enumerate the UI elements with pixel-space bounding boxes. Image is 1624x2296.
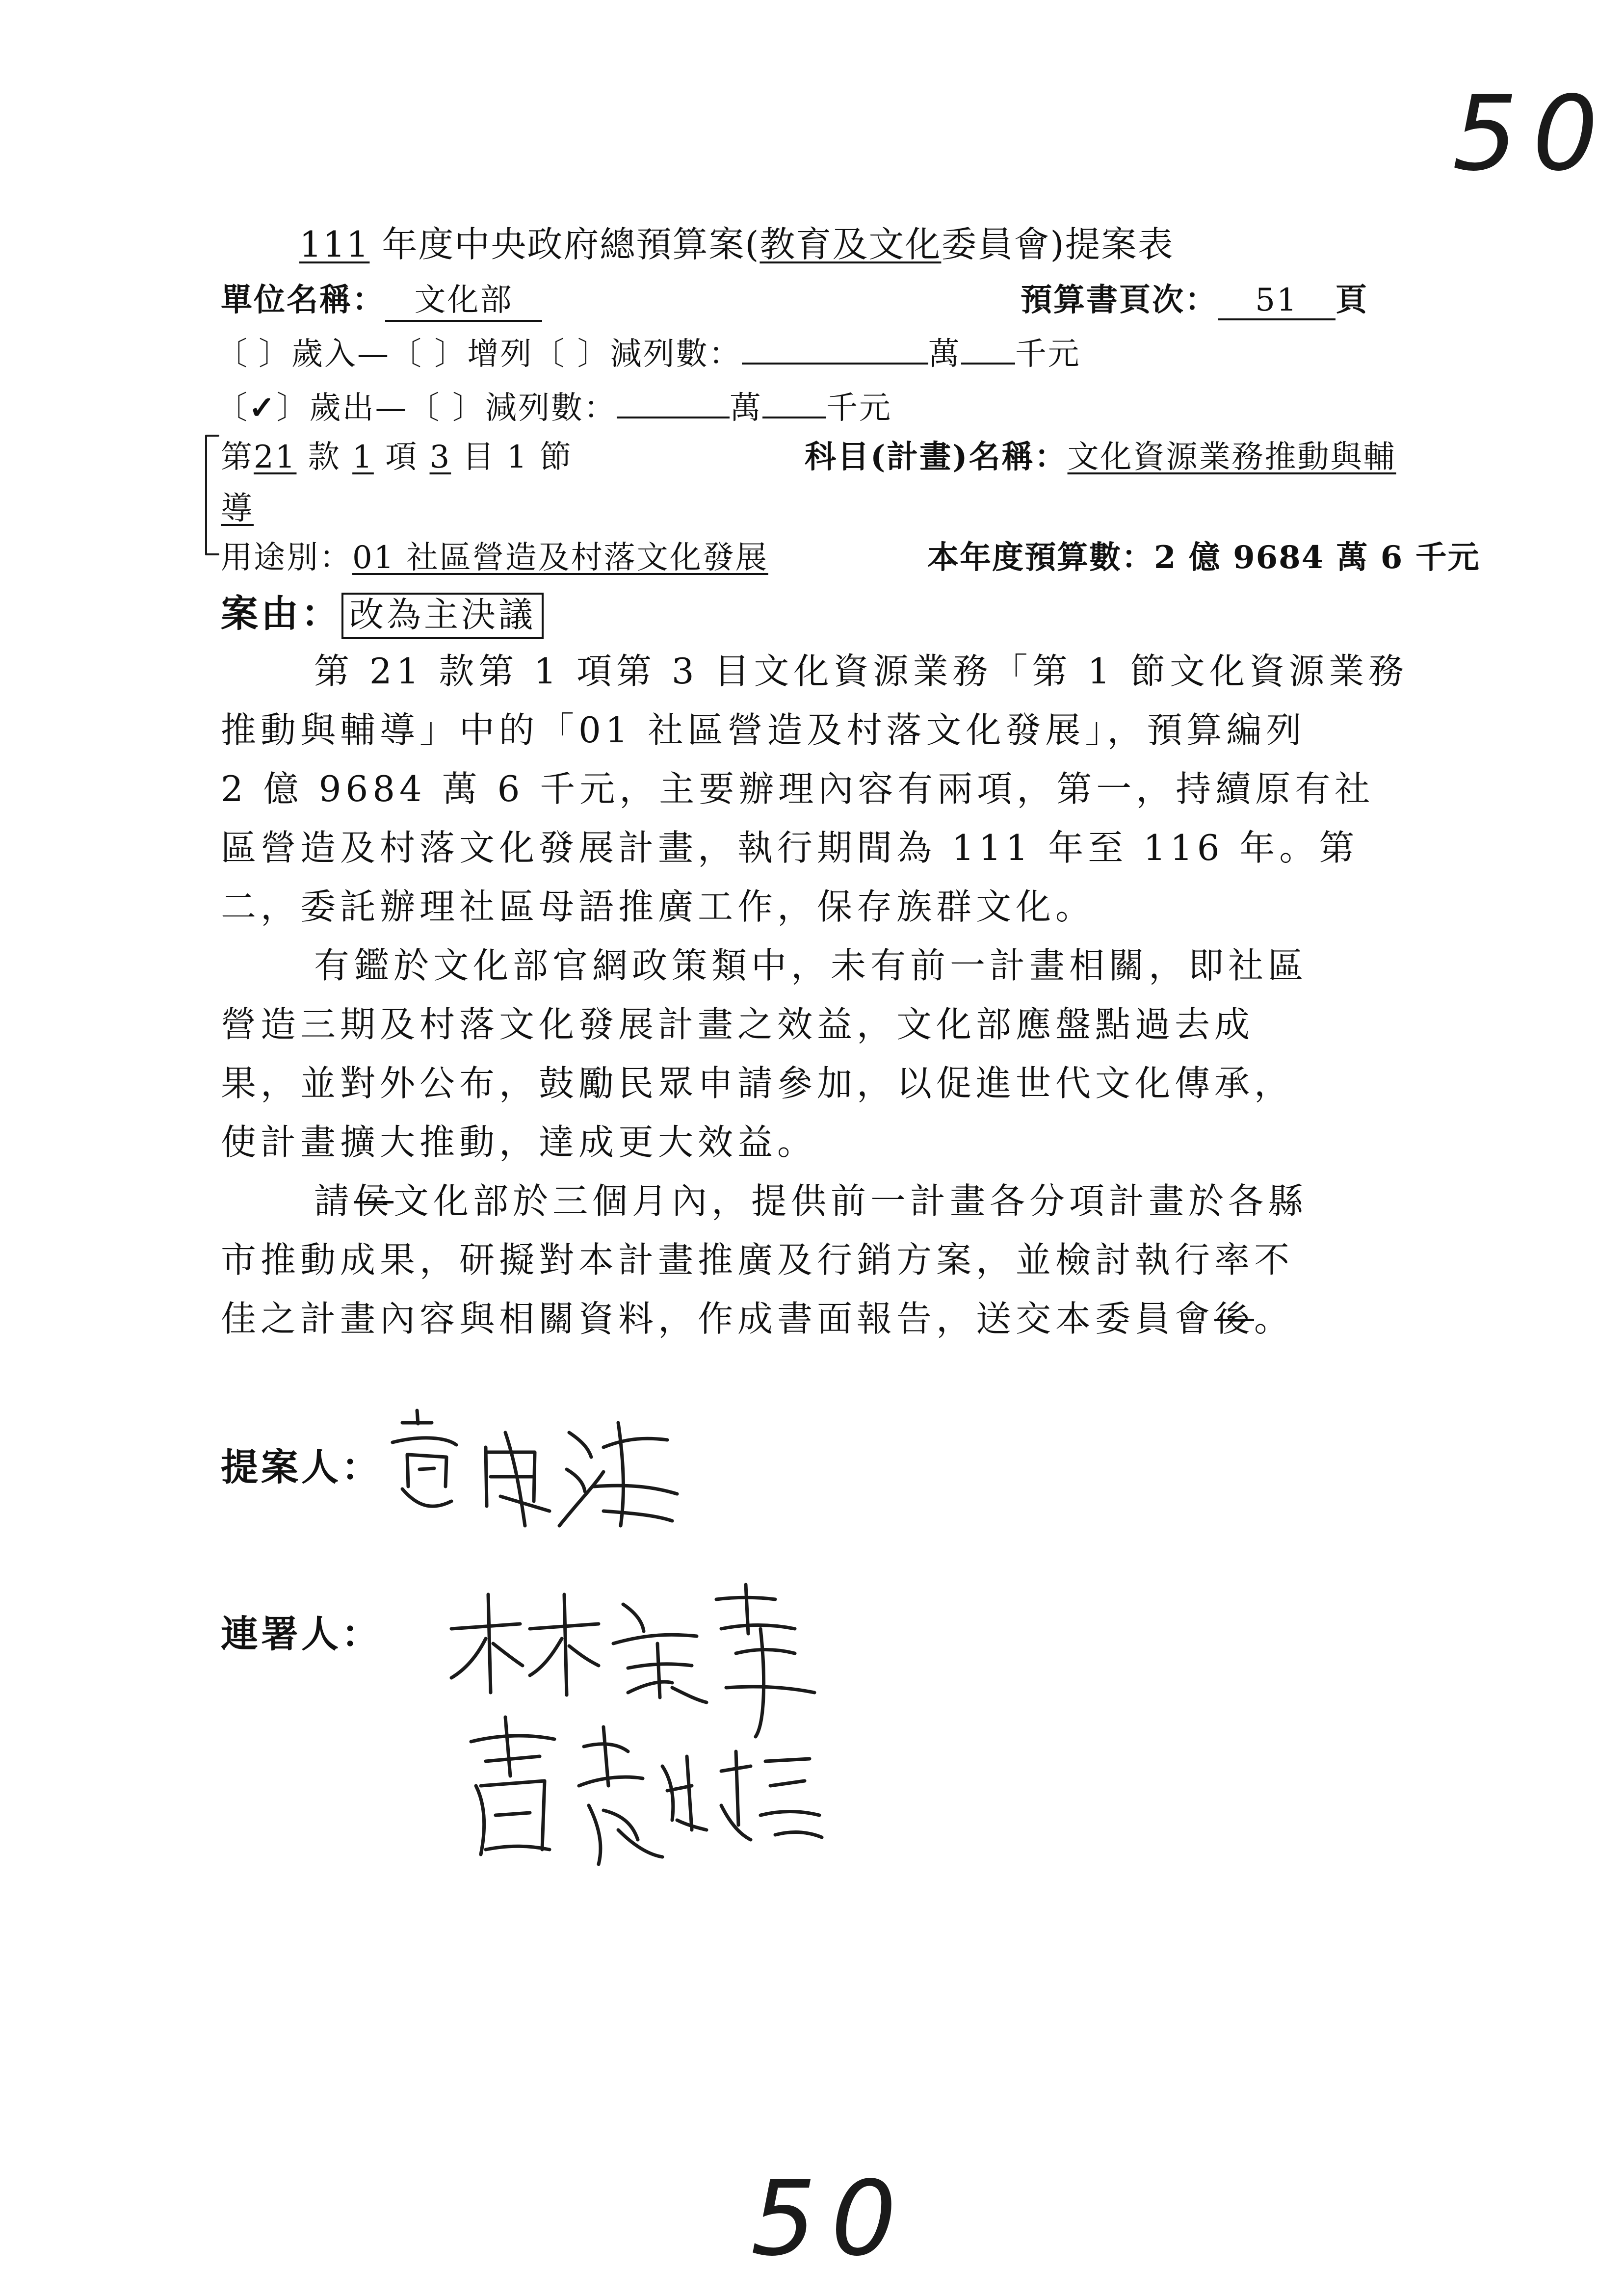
title-text-b: 委員會)提案表 (941, 224, 1174, 265)
account-row (221, 432, 573, 477)
subject-value-1: 文化資源業務推動與輔 (1067, 439, 1396, 475)
body-line-11: 市推動成果，研擬對本計畫推廣及行銷方案，並檢討執行率不 (221, 1239, 1294, 1280)
body-line-10 (314, 1173, 1308, 1224)
expense-wan: 萬 (729, 390, 762, 426)
title-year: 111 (299, 224, 370, 265)
proposer-label: 提案人： (221, 1445, 382, 1489)
struck-word-1: 侯 (354, 1180, 394, 1222)
expense-bracket-close: 〕 (276, 390, 310, 426)
expense-qian: 千元 (826, 390, 892, 426)
body-line-12 (221, 1290, 1294, 1341)
unit-name-row (221, 275, 542, 322)
usage-value: 01 社區營造及村落文化發展 (352, 540, 768, 576)
body-line-12-text: 佳之計畫內容與相關資料，作成書面報告，送交本委員會 (221, 1298, 1215, 1339)
revenue-bracket-open: 〔 (216, 336, 249, 372)
budget-page-suffix: 頁 (1336, 282, 1368, 318)
body-line-3: 2 億 9684 萬 6 千元，主要辦理內容有兩項，第一，持續原有社 (221, 768, 1375, 809)
body-line-8: 果，並對外公布，鼓勵民眾申請參加，以促進世代文化傳承， (221, 1063, 1294, 1104)
body-line-9: 使計畫擴大推動，達成更大效益。 (221, 1122, 817, 1163)
body-line-2: 推動與輔導」中的「01 社區營造及村落文化發展」，預算編列 (221, 709, 1306, 751)
subject-row-2 (221, 483, 254, 528)
title-committee: 教育及文化 (760, 224, 942, 265)
revenue-wan: 萬 (928, 336, 961, 372)
expense-row: 〔✓〕歲出—〔 〕減列數： 萬 千元 (216, 390, 892, 426)
unit-label: 單位名稱： (221, 282, 385, 318)
xiang-number: 1 (352, 439, 374, 475)
reason-row (221, 584, 544, 637)
body-line-1: 第 21 款第 1 項第 3 目文化資源業務「第 1 節文化資源業務 (314, 651, 1409, 692)
body-line-4: 區營造及村落文化發展計畫，執行期間為 111 年至 116 年。第 (221, 827, 1359, 868)
mu-number: 3 (429, 439, 451, 475)
expense-text: 歲出—〔 〕減列數： (309, 390, 617, 426)
request-word: 請 (314, 1180, 354, 1222)
reason-label: 案由： (221, 592, 341, 635)
budget-page-row (1021, 275, 1368, 320)
mu-suffix: 目 1 節 (451, 439, 573, 475)
revenue-bracket-close: 〕 (259, 336, 291, 372)
page-number-top: 50 (1452, 74, 1613, 194)
annual-budget-row (927, 532, 1480, 577)
budget-page-value: 51 (1218, 282, 1336, 320)
cosigner-label: 連署人： (221, 1612, 382, 1656)
body-line-10-text: 文化部於三個月內，提供前一計畫各分項計畫於各縣 (393, 1180, 1308, 1222)
usage-label: 用途別： (221, 540, 352, 576)
cosigner-signature-2 (456, 1707, 829, 1884)
subject-label: 科目(計畫)名稱： (805, 439, 1068, 475)
body-line-7: 營造三期及村落文化發展計畫之效益，文化部應盤點過去成 (221, 1004, 1255, 1045)
proposer-signature (373, 1388, 687, 1545)
struck-word-2: 後 (1214, 1298, 1255, 1339)
page-number-bottom: 50 (751, 2159, 912, 2279)
revenue-text: 歲入—〔 〕增列〔 〕減列數： (291, 336, 742, 372)
kuan-suffix: 款 (296, 439, 353, 475)
xiang-suffix: 項 (373, 439, 430, 475)
cosigner-signature-1 (442, 1575, 824, 1702)
title-text-a: 年度中央政府總預算案( (369, 224, 760, 265)
annual-budget-value: 2 億 9684 萬 6 千元 (1154, 539, 1480, 576)
kuan-prefix: 第 (221, 439, 254, 475)
subject-value-2: 導 (221, 491, 254, 527)
usage-row (221, 532, 768, 577)
body-line-12-end: 。 (1254, 1298, 1294, 1339)
reason-value: 改為主決議 (341, 593, 544, 639)
expense-checkmark: ✓ (249, 390, 277, 426)
revenue-qian: 千元 (1015, 336, 1081, 372)
budget-page-label: 預算書頁次： (1021, 282, 1218, 318)
revenue-row (216, 329, 1081, 374)
form-title (299, 216, 1174, 267)
subject-row (805, 432, 1396, 477)
annual-budget-label: 本年度預算數： (927, 539, 1154, 576)
body-line-5: 二，委託辦理社區母語推廣工作，保存族群文化。 (221, 886, 1096, 927)
body-line-6: 有鑑於文化部官網政策類中，未有前一計畫相關，即社區 (314, 945, 1308, 986)
unit-value: 文化部 (385, 275, 542, 322)
kuan-number: 21 (254, 439, 297, 475)
